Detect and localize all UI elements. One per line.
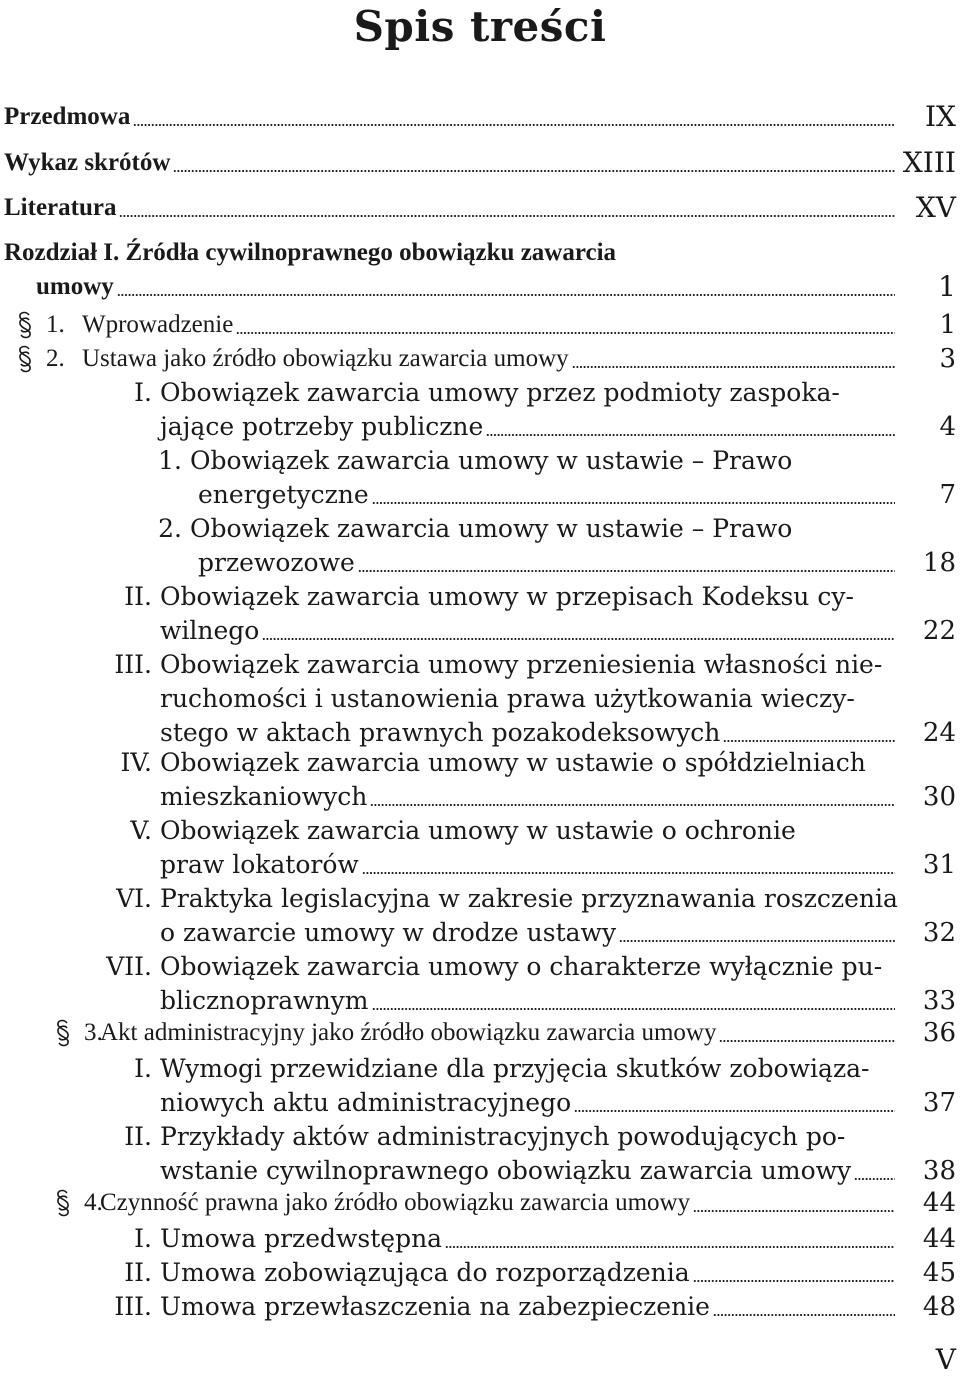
toc-entry-line [160, 1290, 898, 1324]
entry-prefix: 2. [158, 514, 182, 543]
entry-prefix: IV. [120, 748, 152, 777]
toc-entry-text: Obowiązek zawarcia umowy przeniesienia własności nie- [160, 650, 883, 679]
page-number: XIII [902, 146, 956, 179]
page-number: 36 [922, 1018, 956, 1048]
entry-prefix: I. [134, 378, 152, 407]
dot-leader [713, 1308, 895, 1317]
toc-entry-text: Obowiązek zawarcia umowy w ustawie – Prawo [190, 446, 793, 475]
page-number: IX [925, 100, 956, 133]
toc-entry-text: Umowa przedwstępna [160, 1224, 443, 1253]
toc-entry-text: przewozowe [198, 548, 355, 577]
dot-leader [572, 360, 895, 369]
page-number: 22 [922, 616, 956, 646]
dot-leader [262, 632, 895, 641]
entry-prefix: III. [114, 650, 152, 679]
toc-entry-text: Literatura [4, 194, 117, 221]
page-number: 48 [922, 1292, 956, 1322]
dot-leader [362, 866, 895, 875]
toc-entry-line [160, 848, 898, 882]
dot-leader [370, 798, 895, 807]
toc-entry-text: Obowiązek zawarcia umowy przez podmioty zaspoka- [160, 378, 840, 407]
section-sign-icon [52, 1186, 74, 1220]
toc-entry-text: o zawarcie umowy w drodze ustawy [160, 918, 617, 947]
toc-entry-text: Obowiązek zawarcia umowy o charakterze wyłącznie pu- [160, 952, 883, 981]
page-number: 30 [922, 782, 956, 812]
section-number: 2. [46, 345, 65, 372]
toc-entry-text: Wprowadzenie [82, 311, 234, 338]
toc-entry-text: wstanie cywilnoprawnego obowiązku zawarcia umowy [160, 1156, 852, 1185]
toc-entry-line [160, 1086, 898, 1120]
page-number: 45 [922, 1258, 956, 1288]
toc-entry-line [198, 478, 898, 512]
page-title: Spis treści [353, 2, 607, 51]
entry-prefix: II. [124, 1258, 152, 1287]
page-number: 3 [939, 344, 956, 374]
toc-entry-text: Wymogi przewidziane dla przyjęcia skutków zobowiąza- [160, 1054, 870, 1083]
page-number: 33 [922, 986, 956, 1016]
page-number: 1 [939, 310, 956, 340]
toc-entry-line [160, 682, 855, 716]
toc-entry-text: wilnego [160, 616, 260, 645]
page-number: 38 [922, 1156, 956, 1186]
toc-entry-line [160, 950, 882, 984]
toc-entry-text: Obowiązek zawarcia umowy w ustawie o spółdzielniach [160, 748, 866, 777]
toc-entry-line [160, 746, 866, 780]
dot-leader [133, 118, 895, 127]
toc-entry-line [160, 376, 840, 410]
toc-entry-text: ruchomości i ustanowienia prawa użytkowania wieczy- [160, 684, 855, 713]
dot-leader [372, 496, 895, 505]
entry-prefix: II. [124, 582, 152, 611]
section-number: 4. [84, 1189, 103, 1216]
toc-entry-text: Obowiązek zawarcia umowy w przepisach Kodeksu cy- [160, 582, 854, 611]
entry-prefix: I. [134, 1224, 152, 1253]
section-sign-icon [14, 308, 36, 342]
toc-entry-text: energetyczne [198, 480, 369, 509]
toc-entry-text: niowych aktu administracyjnego [160, 1088, 572, 1117]
section-sign-icon [14, 342, 36, 376]
toc-entry-line [160, 614, 898, 648]
entry-prefix: VI. [116, 884, 152, 913]
toc-entry-text: Obowiązek zawarcia umowy w ustawie o ochronie [160, 816, 796, 845]
dot-leader [236, 326, 895, 335]
toc-entry-text: praw lokatorów [160, 850, 359, 879]
dot-leader [719, 1034, 895, 1043]
toc-entry-line [160, 648, 882, 682]
section-number: 3. [84, 1019, 103, 1046]
toc-entry-text: Akt administracyjny jako źródło obowiązku zawarcia umowy [100, 1019, 717, 1046]
toc-entry-text: stego w aktach prawnych pozakodeksowych [160, 718, 721, 747]
toc-entry-line [4, 236, 616, 270]
toc-entry-line [82, 342, 898, 376]
page-number: 18 [922, 548, 956, 578]
page-number: 44 [922, 1188, 956, 1218]
toc-entry-line [160, 984, 898, 1018]
toc-entry-line [160, 882, 898, 916]
dot-leader [619, 934, 895, 943]
toc-entry-line [160, 716, 898, 750]
toc-entry-line [160, 1256, 898, 1290]
toc-entry-line [82, 308, 898, 342]
toc-entry-text: mieszkaniowych [160, 782, 368, 811]
toc-entry-line [160, 580, 854, 614]
toc-entry-line [160, 1120, 845, 1154]
dot-leader [574, 1104, 895, 1113]
entry-prefix: 1. [158, 446, 182, 475]
section-sign-icon [52, 1016, 74, 1050]
dot-leader [117, 288, 895, 297]
toc-entry-line [36, 270, 898, 304]
toc-entry-line [190, 444, 792, 478]
toc-entry-text: Przedmowa [4, 103, 131, 130]
entry-prefix: V. [130, 816, 152, 845]
toc-entry-text: jające potrzeby publiczne [160, 412, 484, 441]
page-number: 7 [939, 480, 956, 510]
toc-entry-line [160, 1052, 869, 1086]
toc-entry-line [4, 100, 898, 134]
page-number: 24 [922, 718, 956, 748]
toc-entry-text: Umowa przewłaszczenia na zabezpieczenie [160, 1292, 710, 1321]
toc-entry-line [4, 146, 898, 180]
dot-leader [693, 1274, 895, 1283]
page-number: 32 [922, 918, 956, 948]
page-number: XV [915, 191, 956, 224]
toc-entry-line [160, 814, 796, 848]
toc-entry-line [100, 1186, 898, 1220]
toc-entry-text: Rozdział I. Źródła cywilnoprawnego obowiązku zawarcia [4, 239, 617, 266]
toc-entry-text: Praktyka legislacyjna w zakresie przyznawania roszczenia [160, 884, 898, 913]
toc-entry-text: Ustawa jako źródło obowiązku zawarcia umowy [82, 345, 569, 372]
entry-prefix: VII. [106, 952, 152, 981]
toc-entry-line [160, 1222, 898, 1256]
dot-leader [372, 1002, 895, 1011]
toc-entry-text: Czynność prawna jako źródło obowiązku zawarcia umowy [100, 1189, 691, 1216]
page-number: 44 [922, 1224, 956, 1254]
entry-prefix: I. [134, 1054, 152, 1083]
toc-entry-text: Wykaz skrótów [4, 149, 171, 176]
page-number: 31 [922, 850, 956, 880]
section-number: 1. [46, 311, 65, 338]
page-number: 4 [939, 412, 956, 442]
entry-prefix: II. [124, 1122, 152, 1151]
toc-entry-line [160, 410, 898, 444]
toc-entry-line [100, 1016, 898, 1050]
toc-entry-line [160, 1154, 898, 1188]
toc-entry-text: Obowiązek zawarcia umowy w ustawie – Prawo [190, 514, 793, 543]
dot-leader [445, 1240, 895, 1249]
dot-leader [119, 209, 895, 218]
dot-leader [693, 1204, 895, 1213]
toc-entry-text: umowy [36, 273, 114, 300]
page-number: 37 [922, 1088, 956, 1118]
dot-leader [854, 1172, 895, 1181]
dot-leader [486, 428, 895, 437]
toc-entry-line [160, 780, 898, 814]
toc-entry-line [4, 191, 898, 225]
toc-entry-text: Umowa zobowiązująca do rozporządzenia [160, 1258, 690, 1287]
toc-entry-text: blicznoprawnym [160, 986, 369, 1015]
toc-entry-line [190, 512, 792, 546]
dot-leader [358, 564, 895, 573]
toc-entry-text: Przykłady aktów administracyjnych powodujących po- [160, 1122, 846, 1151]
dot-leader [723, 734, 895, 743]
page-number: 1 [938, 270, 956, 303]
entry-prefix: III. [114, 1292, 152, 1321]
toc-entry-line [160, 916, 898, 950]
dot-leader [173, 164, 895, 173]
toc-entry-line [198, 546, 898, 580]
footer-page-number: V [935, 1343, 956, 1376]
